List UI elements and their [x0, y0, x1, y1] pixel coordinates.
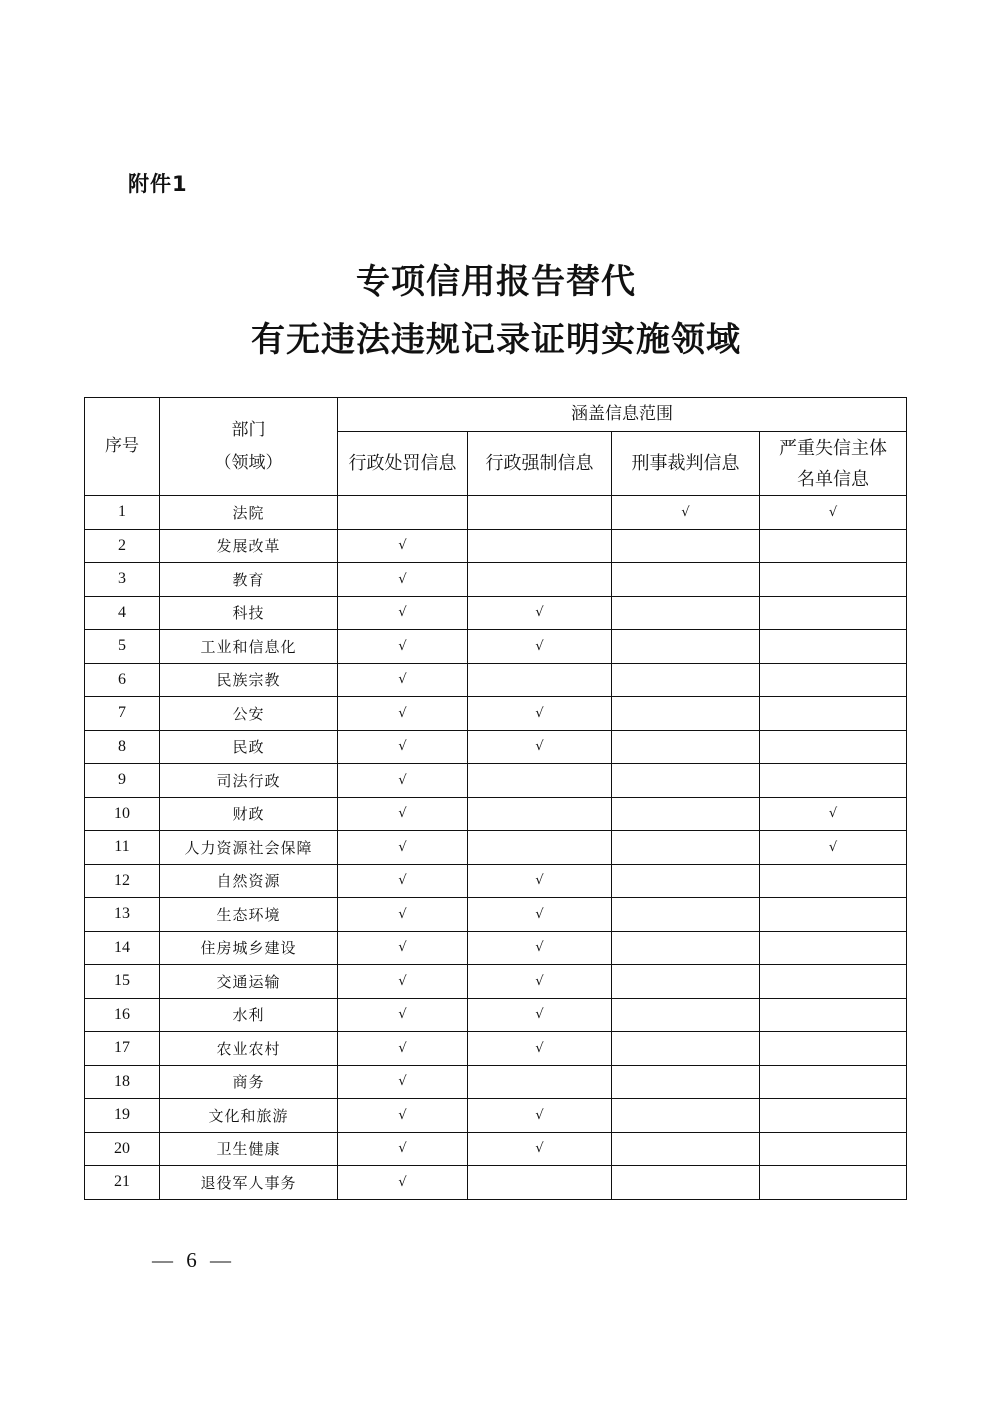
row-department-cell: 退役军人事务 — [160, 1166, 338, 1200]
table-row — [85, 630, 907, 664]
table-row — [85, 965, 907, 999]
row-admin-enforcement-cell: √ — [468, 898, 612, 932]
row-admin-enforcement-cell: √ — [468, 998, 612, 1032]
header-criminal-judgment: 刑事裁判信息 — [612, 432, 760, 496]
row-department-cell: 水利 — [160, 998, 338, 1032]
row-dishonest-list-cell — [760, 630, 907, 664]
table-row — [85, 697, 907, 731]
row-index-cell: 2 — [85, 529, 160, 563]
row-department-cell: 农业农村 — [160, 1032, 338, 1066]
row-admin-enforcement-cell — [468, 529, 612, 563]
row-admin-enforcement-cell: √ — [468, 864, 612, 898]
row-dishonest-list-cell — [760, 898, 907, 932]
row-dishonest-list-cell — [760, 529, 907, 563]
row-admin-enforcement-cell: √ — [468, 630, 612, 664]
header-admin-enforcement: 行政强制信息 — [468, 432, 612, 496]
table-row — [85, 529, 907, 563]
row-dishonest-list-cell — [760, 1166, 907, 1200]
header-department-line-2: （领域） — [214, 452, 283, 473]
header-dishonest-list-line-1: 严重失信主体 — [779, 437, 887, 459]
row-department-cell: 民族宗教 — [160, 663, 338, 697]
row-department-cell: 教育 — [160, 563, 338, 597]
row-admin-enforcement-cell — [468, 496, 612, 530]
table-row — [85, 797, 907, 831]
row-dishonest-list-cell — [760, 663, 907, 697]
table-row — [85, 898, 907, 932]
row-admin-penalty-cell: √ — [338, 529, 468, 563]
table-row — [85, 1166, 907, 1200]
row-criminal-judgment-cell — [612, 797, 760, 831]
row-admin-enforcement-cell: √ — [468, 697, 612, 731]
row-index-cell: 19 — [85, 1099, 160, 1133]
table-row — [85, 730, 907, 764]
row-department-cell: 人力资源社会保障 — [160, 831, 338, 865]
row-criminal-judgment-cell — [612, 630, 760, 664]
table-row — [85, 1099, 907, 1133]
row-admin-penalty-cell: √ — [338, 563, 468, 597]
row-index-cell: 20 — [85, 1132, 160, 1166]
table-row — [85, 864, 907, 898]
table-row — [85, 563, 907, 597]
row-department-cell: 民政 — [160, 730, 338, 764]
header-admin-penalty: 行政处罚信息 — [338, 432, 468, 496]
header-coverage-group: 涵盖信息范围 — [338, 398, 907, 432]
row-admin-enforcement-cell: √ — [468, 931, 612, 965]
row-admin-penalty-cell: √ — [338, 1166, 468, 1200]
row-department-cell: 卫生健康 — [160, 1132, 338, 1166]
row-admin-penalty-cell: √ — [338, 864, 468, 898]
row-criminal-judgment-cell — [612, 1132, 760, 1166]
row-criminal-judgment-cell — [612, 1099, 760, 1133]
row-admin-enforcement-cell: √ — [468, 596, 612, 630]
row-criminal-judgment-cell — [612, 1032, 760, 1066]
table-body — [85, 496, 907, 1200]
row-criminal-judgment-cell — [612, 1065, 760, 1099]
row-admin-penalty-cell: √ — [338, 1132, 468, 1166]
row-criminal-judgment-cell — [612, 965, 760, 999]
row-admin-enforcement-cell — [468, 663, 612, 697]
row-department-cell: 交通运输 — [160, 965, 338, 999]
row-admin-enforcement-cell — [468, 1065, 612, 1099]
row-criminal-judgment-cell — [612, 697, 760, 731]
table-row — [85, 596, 907, 630]
row-admin-penalty-cell: √ — [338, 797, 468, 831]
row-admin-enforcement-cell: √ — [468, 730, 612, 764]
row-department-cell: 司法行政 — [160, 764, 338, 798]
row-admin-enforcement-cell: √ — [468, 1099, 612, 1133]
row-index-cell: 9 — [85, 764, 160, 798]
document-title-line-1: 专项信用报告替代 — [356, 262, 636, 302]
row-department-cell: 生态环境 — [160, 898, 338, 932]
row-index-cell: 7 — [85, 697, 160, 731]
row-criminal-judgment-cell — [612, 663, 760, 697]
row-dishonest-list-cell — [760, 764, 907, 798]
row-admin-penalty-cell: √ — [338, 630, 468, 664]
row-department-cell: 科技 — [160, 596, 338, 630]
row-admin-enforcement-cell — [468, 797, 612, 831]
row-admin-penalty-cell: √ — [338, 663, 468, 697]
row-dishonest-list-cell — [760, 1099, 907, 1133]
row-criminal-judgment-cell — [612, 998, 760, 1032]
row-criminal-judgment-cell — [612, 764, 760, 798]
header-department-line-1: 部门 — [231, 419, 266, 440]
row-department-cell: 财政 — [160, 797, 338, 831]
row-dishonest-list-cell: √ — [760, 797, 907, 831]
row-admin-penalty-cell: √ — [338, 697, 468, 731]
row-department-cell: 商务 — [160, 1065, 338, 1099]
row-criminal-judgment-cell — [612, 529, 760, 563]
row-criminal-judgment-cell: √ — [612, 496, 760, 530]
row-dishonest-list-cell — [760, 1132, 907, 1166]
row-index-cell: 14 — [85, 931, 160, 965]
row-dishonest-list-cell — [760, 596, 907, 630]
table-row — [85, 998, 907, 1032]
row-criminal-judgment-cell — [612, 831, 760, 865]
row-index-cell: 10 — [85, 797, 160, 831]
row-criminal-judgment-cell — [612, 864, 760, 898]
row-admin-enforcement-cell — [468, 563, 612, 597]
table-row — [85, 663, 907, 697]
document-title-line-2: 有无违法违规记录证明实施领域 — [251, 320, 741, 360]
row-index-cell: 12 — [85, 864, 160, 898]
row-admin-penalty-cell: √ — [338, 898, 468, 932]
row-criminal-judgment-cell — [612, 563, 760, 597]
header-department — [160, 398, 338, 496]
row-dishonest-list-cell — [760, 998, 907, 1032]
page-number: — 6 — — [152, 1248, 235, 1272]
row-criminal-judgment-cell — [612, 931, 760, 965]
row-index-cell: 13 — [85, 898, 160, 932]
row-admin-penalty-cell: √ — [338, 730, 468, 764]
row-admin-penalty-cell: √ — [338, 998, 468, 1032]
row-admin-enforcement-cell: √ — [468, 965, 612, 999]
row-index-cell: 18 — [85, 1065, 160, 1099]
row-criminal-judgment-cell — [612, 898, 760, 932]
row-index-cell: 16 — [85, 998, 160, 1032]
row-admin-enforcement-cell — [468, 1166, 612, 1200]
row-index-cell: 17 — [85, 1032, 160, 1066]
row-dishonest-list-cell — [760, 697, 907, 731]
row-index-cell: 11 — [85, 831, 160, 865]
table-row — [85, 831, 907, 865]
row-department-cell: 文化和旅游 — [160, 1099, 338, 1133]
row-admin-penalty-cell: √ — [338, 764, 468, 798]
attachment-label: 附件1 — [128, 172, 188, 196]
row-admin-penalty-cell: √ — [338, 1065, 468, 1099]
row-dishonest-list-cell — [760, 563, 907, 597]
row-admin-penalty-cell — [338, 496, 468, 530]
row-index-cell: 5 — [85, 630, 160, 664]
row-dishonest-list-cell: √ — [760, 831, 907, 865]
row-admin-penalty-cell: √ — [338, 1032, 468, 1066]
table-row — [85, 764, 907, 798]
row-admin-enforcement-cell — [468, 764, 612, 798]
row-admin-penalty-cell: √ — [338, 831, 468, 865]
row-admin-penalty-cell: √ — [338, 965, 468, 999]
table-row — [85, 496, 907, 530]
row-index-cell: 1 — [85, 496, 160, 530]
row-dishonest-list-cell — [760, 1032, 907, 1066]
row-admin-penalty-cell: √ — [338, 596, 468, 630]
row-admin-enforcement-cell — [468, 831, 612, 865]
table-row — [85, 1032, 907, 1066]
row-department-cell: 公安 — [160, 697, 338, 731]
row-index-cell: 4 — [85, 596, 160, 630]
table-row — [85, 931, 907, 965]
header-dishonest-list — [760, 432, 907, 496]
row-department-cell: 发展改革 — [160, 529, 338, 563]
header-dishonest-list-line-2: 名单信息 — [797, 468, 869, 490]
row-index-cell: 6 — [85, 663, 160, 697]
implementation-fields-table — [84, 397, 907, 1200]
row-dishonest-list-cell — [760, 965, 907, 999]
row-index-cell: 15 — [85, 965, 160, 999]
row-department-cell: 自然资源 — [160, 864, 338, 898]
row-index-cell: 3 — [85, 563, 160, 597]
table-row — [85, 1065, 907, 1099]
row-dishonest-list-cell — [760, 1065, 907, 1099]
row-admin-enforcement-cell: √ — [468, 1132, 612, 1166]
row-department-cell: 法院 — [160, 496, 338, 530]
table-row — [85, 1132, 907, 1166]
row-department-cell: 工业和信息化 — [160, 630, 338, 664]
row-dishonest-list-cell: √ — [760, 496, 907, 530]
row-admin-enforcement-cell: √ — [468, 1032, 612, 1066]
header-index: 序号 — [85, 398, 160, 496]
row-dishonest-list-cell — [760, 730, 907, 764]
row-index-cell: 21 — [85, 1166, 160, 1200]
row-admin-penalty-cell: √ — [338, 1099, 468, 1133]
row-admin-penalty-cell: √ — [338, 931, 468, 965]
row-department-cell: 住房城乡建设 — [160, 931, 338, 965]
row-criminal-judgment-cell — [612, 596, 760, 630]
row-dishonest-list-cell — [760, 931, 907, 965]
row-index-cell: 8 — [85, 730, 160, 764]
row-dishonest-list-cell — [760, 864, 907, 898]
row-criminal-judgment-cell — [612, 730, 760, 764]
row-criminal-judgment-cell — [612, 1166, 760, 1200]
